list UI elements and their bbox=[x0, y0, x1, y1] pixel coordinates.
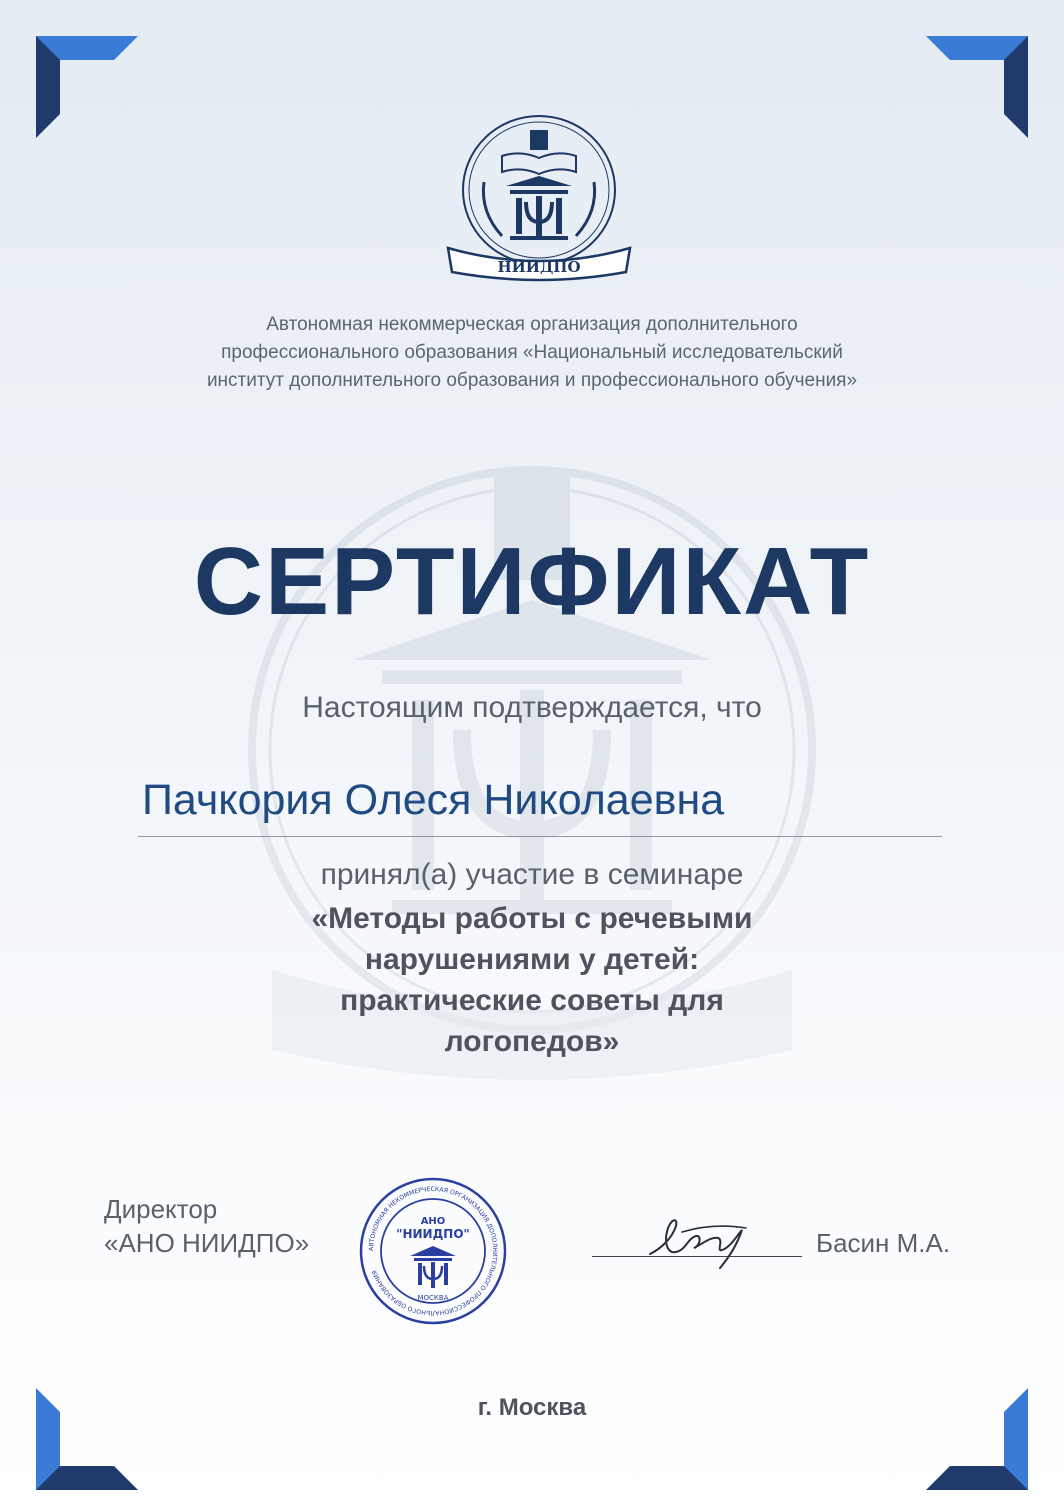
seminar-title-line: «Методы работы с речевыми bbox=[311, 902, 753, 935]
seal-bottom-text: МОСКВА bbox=[417, 1294, 449, 1302]
organization-name bbox=[100, 311, 964, 395]
seal-ring-text: АВТОНОМНАЯ НЕКОММЕРЧЕСКАЯ ОРГАНИЗАЦИЯ ДОПОЛНИТЕЛЬНОГО ПРОФЕССИОНАЛЬНОГО ОБРАЗОВАНИЯ bbox=[367, 1185, 499, 1317]
certificate-title: СЕРТИФИКАТ bbox=[193, 528, 871, 635]
issue-city: г. Москва bbox=[477, 1394, 587, 1421]
niidpo-logo bbox=[442, 112, 636, 284]
corner-ornament-top-left bbox=[36, 36, 138, 138]
corner-ornament-top-right bbox=[926, 36, 1028, 138]
director-line: Директор bbox=[104, 1194, 218, 1224]
organization-line: Автономная некоммерческая организация дополнительного bbox=[266, 314, 798, 335]
seminar-title-line: практические советы для bbox=[340, 984, 724, 1017]
name-underline bbox=[138, 836, 942, 837]
seminar-title-line: логопедов» bbox=[444, 1025, 620, 1058]
official-seal bbox=[358, 1176, 508, 1326]
confirmation-text: Настоящим подтверждается, что bbox=[302, 691, 762, 724]
seal-main-text: "НИИДПО" bbox=[396, 1227, 470, 1241]
seminar-title-line: нарушениями у детей: bbox=[364, 943, 700, 976]
organization-line: институт дополнительного образования и профессионального обучения» bbox=[206, 370, 858, 391]
signer-name: Басин М.А. bbox=[816, 1228, 951, 1258]
director-signature bbox=[642, 1208, 752, 1276]
organization-line: профессионального образования «Национальный исследовательский bbox=[221, 342, 843, 363]
logo-abbr: НИИДПО bbox=[497, 258, 581, 276]
director-title bbox=[104, 1192, 309, 1260]
director-line: «АНО НИИДПО» bbox=[104, 1228, 310, 1258]
participation-text: принял(а) участие в семинаре bbox=[320, 858, 744, 891]
seal-top-text: АНО bbox=[420, 1216, 446, 1227]
seminar-title bbox=[230, 898, 834, 1062]
recipient-name: Пачкория Олеся Николаевна bbox=[142, 776, 725, 824]
